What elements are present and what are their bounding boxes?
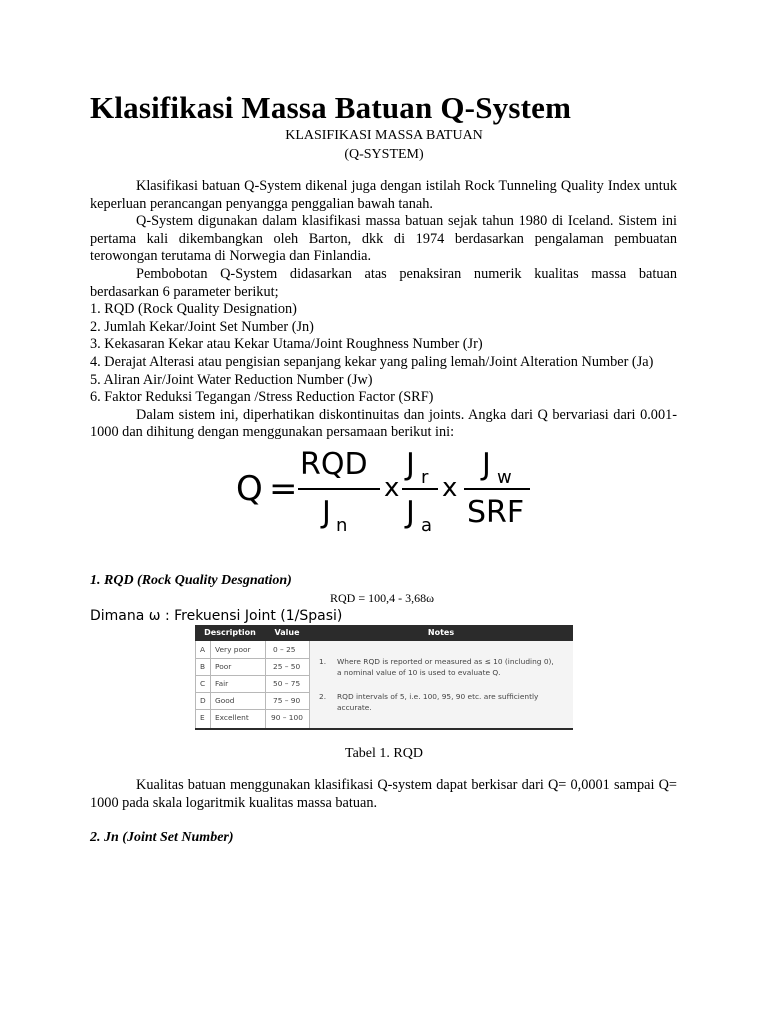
row-description: Fair (215, 679, 229, 688)
document-title: Klasifikasi Massa Batuan Q-System (90, 90, 572, 125)
note-text: a nominal value of 10 is used to evaluate Q. (337, 668, 501, 677)
formula-jn-sub: n (336, 515, 348, 536)
table-caption: Tabel 1. RQD (345, 746, 423, 761)
fraction-bar (402, 488, 438, 490)
formula-times-1: x (384, 473, 400, 503)
intro-section (90, 178, 677, 442)
header-description: Description (195, 625, 265, 641)
list-item: 4. Derajat Alterasi atau pengisian sepanjang kekar yang paling lemah/Joint Alteration Number (Ja) (90, 353, 654, 370)
grid-line (210, 641, 211, 728)
paragraph-after-table: Kualitas batuan menggunakan klasifikasi Q-system dapat berkisar dari Q= 0,0001 sampai Q= 1000 pada skala logaritmik kualitas massa batuan. (90, 777, 677, 811)
paragraph-2: Q-System digunakan dalam klasifikasi massa batuan sejak tahun 1980 di Iceland. Sistem ini pertama kali dikembangkan oleh Barton, dkk di 1974 berdasarkan pengalaman pembuatan terowongan terutama di Norwegia dan Finlandia. (90, 213, 677, 265)
formula-times-2: x (442, 473, 458, 503)
rqd-table (195, 625, 573, 730)
note-text: RQD intervals of 5, i.e. 100, 95, 90 etc. are sufficiently (337, 692, 539, 701)
header-notes: Notes (309, 625, 573, 641)
section-1-heading: 1. RQD (Rock Quality Desgnation) (90, 573, 292, 588)
row-value: 75 – 90 (273, 696, 301, 705)
header-value: Value (265, 625, 309, 641)
formula-lhs: Q (236, 469, 263, 509)
section-2-heading: 2. Jn (Joint Set Number) (90, 830, 234, 845)
formula-rqd: RQD (300, 447, 368, 482)
row-value: 50 – 75 (273, 679, 301, 688)
row-description: Poor (215, 662, 232, 671)
formula-equals: = (269, 469, 298, 509)
note-text: accurate. (337, 703, 372, 712)
row-code: D (200, 696, 206, 705)
fraction-bar (298, 488, 380, 490)
row-code: A (200, 645, 206, 654)
paragraph-3: Pembobotan Q-System didasarkan atas penaksiran numerik kualitas massa batuan berdasarkan 6 parameter berikut; (90, 265, 677, 300)
list-item: 6. Faktor Reduksi Tegangan /Stress Reduction Factor (SRF) (90, 389, 434, 406)
q-formula (236, 445, 536, 545)
fraction-bar (464, 488, 530, 490)
grid-line (195, 641, 196, 728)
formula-jn-main: J (322, 495, 331, 530)
row-description: Excellent (215, 713, 249, 722)
row-description: Very poor (215, 645, 251, 654)
formula-jr-sub: r (421, 467, 429, 488)
row-code: B (200, 662, 206, 671)
note-text: Where RQD is reported or measured as ≤ 10 (including 0), (337, 657, 554, 666)
formula-ja-main: J (406, 495, 415, 530)
note-number: 2. (319, 692, 327, 701)
grid-line (309, 641, 310, 728)
formula-jw-sub: w (497, 467, 512, 488)
heading-line-1: KLASIFIKASI MASSA BATUAN (285, 128, 483, 143)
heading-line-2: (Q-SYSTEM) (344, 147, 424, 162)
row-value: 90 – 100 (271, 713, 303, 722)
parameter-list (90, 301, 677, 407)
row-value: 0 – 25 (273, 645, 296, 654)
dimana-text: Dimana ω : Frekuensi Joint (1/Spasi) (90, 608, 343, 624)
list-item: 2. Jumlah Kekar/Joint Set Number (Jn) (90, 318, 314, 335)
table-bottom-rule (195, 728, 573, 730)
formula-jw-main: J (482, 447, 491, 482)
row-value: 25 – 50 (273, 662, 301, 671)
formula-jr-main: J (406, 447, 415, 482)
note-number: 1. (319, 657, 327, 666)
notes-background (309, 641, 573, 728)
paragraph-1: Klasifikasi batuan Q-System dikenal juga dengan istilah Rock Tunneling Quality Index untuk keperluan perancangan penyangga penggalian bawah tanah. (90, 178, 677, 212)
formula-ja-sub: a (421, 515, 433, 536)
paragraph-after-list: Dalam sistem ini, diperhatikan diskontinuitas dan joints. Angka dari Q bervariasi dari 0.001-1000 dan dihitung dengan menggunakan persamaan berikut ini: (90, 406, 677, 441)
row-code: E (200, 713, 205, 722)
rqd-equation: RQD = 100,4 - 3,68ω (330, 591, 434, 605)
formula-srf: SRF (467, 495, 525, 530)
row-description: Good (215, 696, 235, 705)
list-item: 1. RQD (Rock Quality Designation) (90, 301, 297, 318)
after-table-section (90, 777, 677, 812)
grid-line (265, 641, 266, 728)
list-item: 5. Aliran Air/Joint Water Reduction Number (Jw) (90, 371, 373, 388)
row-code: C (200, 679, 206, 688)
list-item: 3. Kekasaran Kekar atau Kekar Utama/Joint Roughness Number (Jr) (90, 336, 483, 353)
